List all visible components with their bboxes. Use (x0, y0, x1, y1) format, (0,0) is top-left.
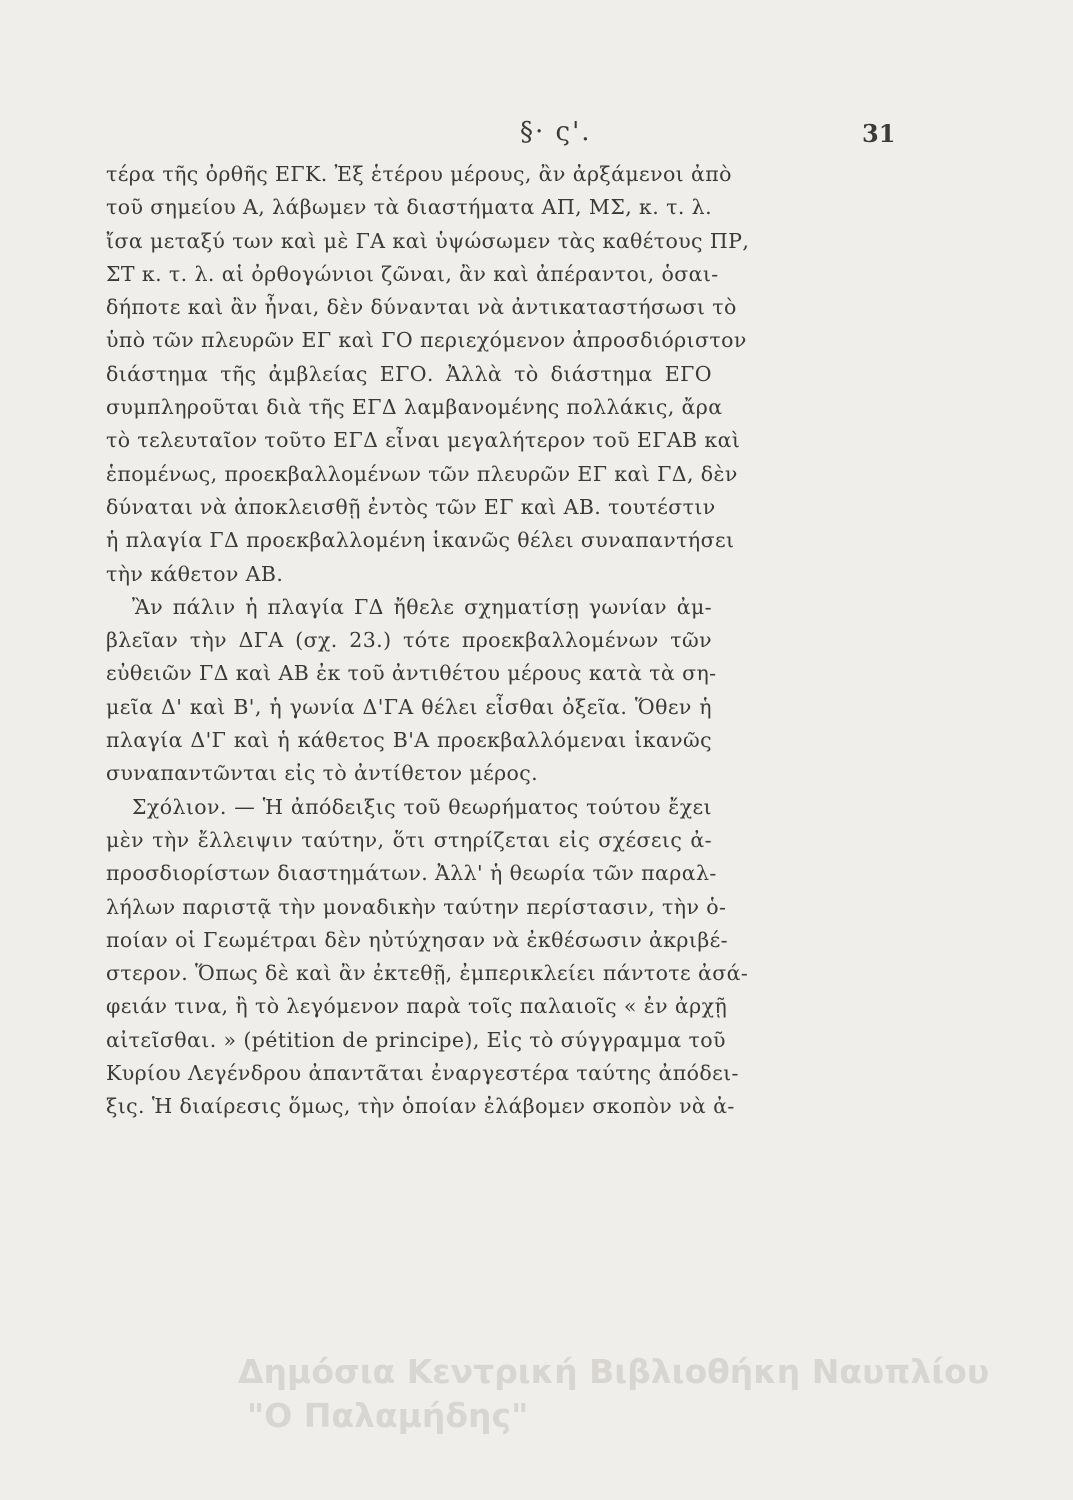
page-number: 31 (862, 119, 896, 148)
library-watermark (238, 1350, 1038, 1438)
text-line: μὲν τὴν ἔλλειψιν ταύτην, ὅτι στηρίζεται εἰς σχέσεις ἀ- (106, 827, 712, 852)
text-line: προσδιορίστων διαστημάτων. Ἀλλ' ἡ θεωρία τῶν παραλ- (106, 861, 717, 886)
text-line: λήλων παριστᾷ τὴν μοναδικὴν ταύτην περίστασιν, τὴν ὁ- (106, 894, 727, 919)
text-line: ἑπομένως, προεκβαλλομένων τῶν πλευρῶν ΕΓ καὶ ΓΔ, δὲν (106, 461, 738, 486)
page-header (0, 117, 1073, 151)
text-line: φειάν τινα, ἢ τὸ λεγόμενον παρὰ τοῖς παλαιοῖς « ἐν ἀρχῇ (106, 994, 728, 1019)
text-line: τὸ τελευταῖον τοῦτο ΕΓΔ εἶναι μεγαλήτερον τοῦ ΕΓΑΒ καὶ (106, 428, 741, 453)
text-line: δύναται νὰ ἀποκλεισθῇ ἐντὸς τῶν ΕΓ καὶ ΑΒ. τουτέστιν (106, 494, 716, 519)
text-line: τέρα τῆς ὀρθῆς ΕΓΚ. Ἐξ ἑτέρου μέρους, ἂν ἀρξάμενοι ἀπὸ (106, 162, 732, 186)
text-line: δήποτε καὶ ἂν ἦναι, δὲν δύνανται νὰ ἀντικαταστήσωσι τὸ (106, 295, 737, 320)
text-line: τὴν κάθετον ΑΒ. (106, 561, 284, 586)
text-line: συναπαντῶνται εἰς τὸ ἀντίθετον μέρος. (106, 761, 539, 786)
watermark-line-2: "Ο Παλαμήδης" (247, 1396, 529, 1435)
text-line: τοῦ σημείου Α, λάβωμεν τὰ διαστήματα ΑΠ, ΜΣ, κ. τ. λ. (106, 195, 712, 220)
text-line: αἰτεῖσθαι. » (pétition de principe), Εἰς τὸ σύγγραμμα τοῦ (106, 1027, 726, 1052)
text-line: Ἂν πάλιν ἡ πλαγία ΓΔ ἤθελε σχηματίσῃ γωνίαν ἀμ- (132, 594, 712, 619)
text-line: συμπληροῦται διὰ τῆς ΕΓΔ λαμβανομένης πολλάκις, ἄρα (106, 395, 723, 420)
section-mark: §· ς'. (520, 117, 592, 147)
text-line: Σχόλιον. — Ἡ ἀπόδειξις τοῦ θεωρήματος τούτου ἔχει (132, 794, 712, 819)
text-line: πλαγία Δ'Γ καὶ ἡ κάθετος Β'Α προεκβαλλόμεναι ἱκανῶς (106, 728, 712, 753)
text-line: στερον. Ὅπως δὲ καὶ ἂν ἐκτεθῇ, ἐμπερικλείει πάντοτε ἀσά- (106, 961, 749, 986)
text-line: ΣΤ κ. τ. λ. αἱ ὀρθογώνιοι ζῶναι, ἂν καὶ ἀπέραντοι, ὁσαι- (106, 261, 719, 286)
text-line: ἡ πλαγία ΓΔ προεκβαλλομένη ἱκανῶς θέλει συναπαντήσει (106, 528, 735, 553)
text-line: ξις. Ἡ διαίρεσις ὅμως, τὴν ὁποίαν ἐλάβομεν σκοπὸν νὰ ἀ- (106, 1094, 735, 1119)
text-line: ποίαν οἱ Γεωμέτραι δὲν ηὐτύχησαν νὰ ἐκθέσωσιν ἀκριβέ- (106, 927, 728, 952)
body-text (106, 158, 750, 1124)
text-line: Κυρίου Λεγένδρου ἀπαντᾶται ἐναργεστέρα ταύτης ἀπόδει- (106, 1061, 739, 1086)
text-line: ὑπὸ τῶν πλευρῶν ΕΓ καὶ ΓΟ περιεχόμενον ἀπροσδιόριστον (106, 328, 747, 353)
text-line: διάστημα τῆς ἀμβλείας ΕΓΟ. Ἀλλὰ τὸ διάστημα ΕΓΟ (106, 361, 712, 386)
text-line: μεῖα Δ' καὶ Β', ἡ γωνία Δ'ΓΑ θέλει εἶσθαι ὀξεῖα. Ὅθεν ἡ (106, 694, 712, 719)
text-line: εὐθειῶν ΓΔ καὶ ΑΒ ἐκ τοῦ ἀντιθέτου μέρους κατὰ τὰ ση- (106, 661, 717, 686)
watermark-line-1: Δημόσια Κεντρική Βιβλιοθήκη Ναυπλίου (238, 1352, 990, 1391)
text-line: ἴσα μεταξύ των καὶ μὲ ΓΑ καὶ ὑψώσωμεν τὰς καθέτους ΠΡ, (106, 228, 750, 253)
text-line: βλεῖαν τὴν ΔΓΑ (σχ. 23.) τότε προεκβαλλομένων τῶν (106, 628, 712, 653)
